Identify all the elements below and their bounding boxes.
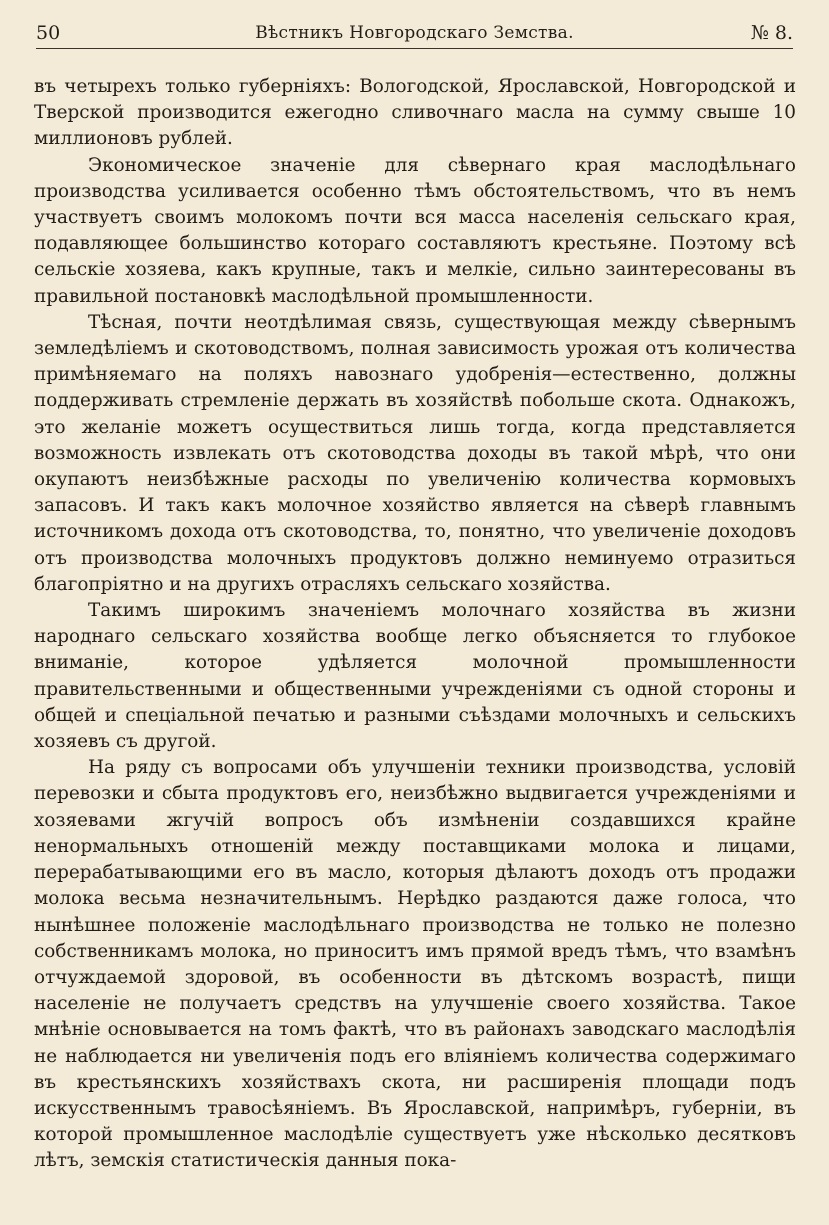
page-header — [36, 22, 793, 50]
header-rule — [36, 48, 793, 49]
issue-number: № 8. — [750, 22, 793, 44]
paragraph-1: въ четырехъ только губерніяхъ: Вологодской, Ярославской, Новгородской и Тверской производится ежегодно сливочнаго масла на сумму свыше 10 миллионовъ рублей. — [34, 76, 796, 150]
page-number: 50 — [36, 22, 61, 44]
article-body — [34, 74, 796, 1175]
paragraph-4: Такимъ широкимъ значеніемъ молочнаго хозяйства въ жизни народнаго сельскаго хозяйства вообще легко объясняется то глубокое вниманіе, которое удѣляется молочной промышленности правительственными и общественными учрежденіями съ одной стороны и общей и спеціальной печатью и разными съѣздами молочныхъ и сельскихъ хозяевъ съ другой. — [34, 600, 796, 753]
journal-title: Вѣстникъ Новгородскаго Земства. — [255, 23, 574, 43]
paragraph-3: Тѣсная, почти неотдѣлимая связь, существующая между сѣвернымъ земледѣліемъ и скотоводствомъ, полная зависимость урожая отъ количества примѣняемаго на поляхъ навознаго удобренія—естественно, должны поддерживать стремленіе держать въ хозяйствѣ побольше скота. Однакожъ, это желаніе можетъ осуществиться лишь тогда, когда представляется возможность извлекать отъ скотоводства доходы въ такой мѣрѣ, что они окупаютъ неизбѣжные расходы по увеличенію количества кормовыхъ запасовъ. И такъ какъ молочное хозяйство является на сѣверѣ главнымъ источникомъ дохода отъ скотоводства, то, понятно, что увеличеніе доходовъ отъ производства молочныхъ продуктовъ должно неминуемо отразиться благопріятно и на другихъ отрасляхъ сельскаго хозяйства. — [34, 311, 796, 595]
paragraph-2: Экономическое значеніе для сѣвернаго края маслодѣльнаго производства усиливается особенно тѣмъ обстоятельствомъ, что въ немъ участвуетъ своимъ молокомъ почти вся масса населенія сельскаго края, подавляющее большинство котораго составляютъ крестьяне. Поэтому всѣ сельскіе хозяева, какъ крупные, такъ и мелкіе, сильно заинтересованы въ правильной постановкѣ маслодѣльной промышленности. — [34, 154, 796, 307]
paragraph-5: На ряду съ вопросами объ улучшеніи техники производства, условій перевозки и сбыта продуктовъ его, неизбѣжно выдвигается учрежденіями и хозяевами жгучій вопросъ объ измѣненіи создавшихся крайне ненормальныхъ отношеній между поставщиками молока и лицами, перерабатывающими его въ масло, которыя дѣлаютъ доходъ отъ продажи молока весьма незначительнымъ. Нерѣдко раздаются даже голоса, что нынѣшнее положеніе маслодѣльнаго производства не только не полезно собственникамъ молока, но приноситъ имъ прямой вредъ тѣмъ, что взамѣнъ отчуждаемой здоровой, въ особенности въ дѣтскомъ возрастѣ, пищи населеніе не получаетъ средствъ на улучшеніе своего хозяйства. Такое мнѣніе основывается на томъ фактѣ, что въ районахъ заводскаго маслодѣлія не наблюдается ни увеличенія подъ его вліяніемъ количества содержимаго въ крестьянскихъ хозяйствахъ скота, ни расширенія площади подъ искусственнымъ травосѣяніемъ. Въ Ярославской, напримѣръ, губерніи, въ которой промышленное маслодѣліе существуетъ уже нѣсколько десятковъ лѣтъ, земскія статистическія данныя пока- — [34, 757, 796, 1172]
